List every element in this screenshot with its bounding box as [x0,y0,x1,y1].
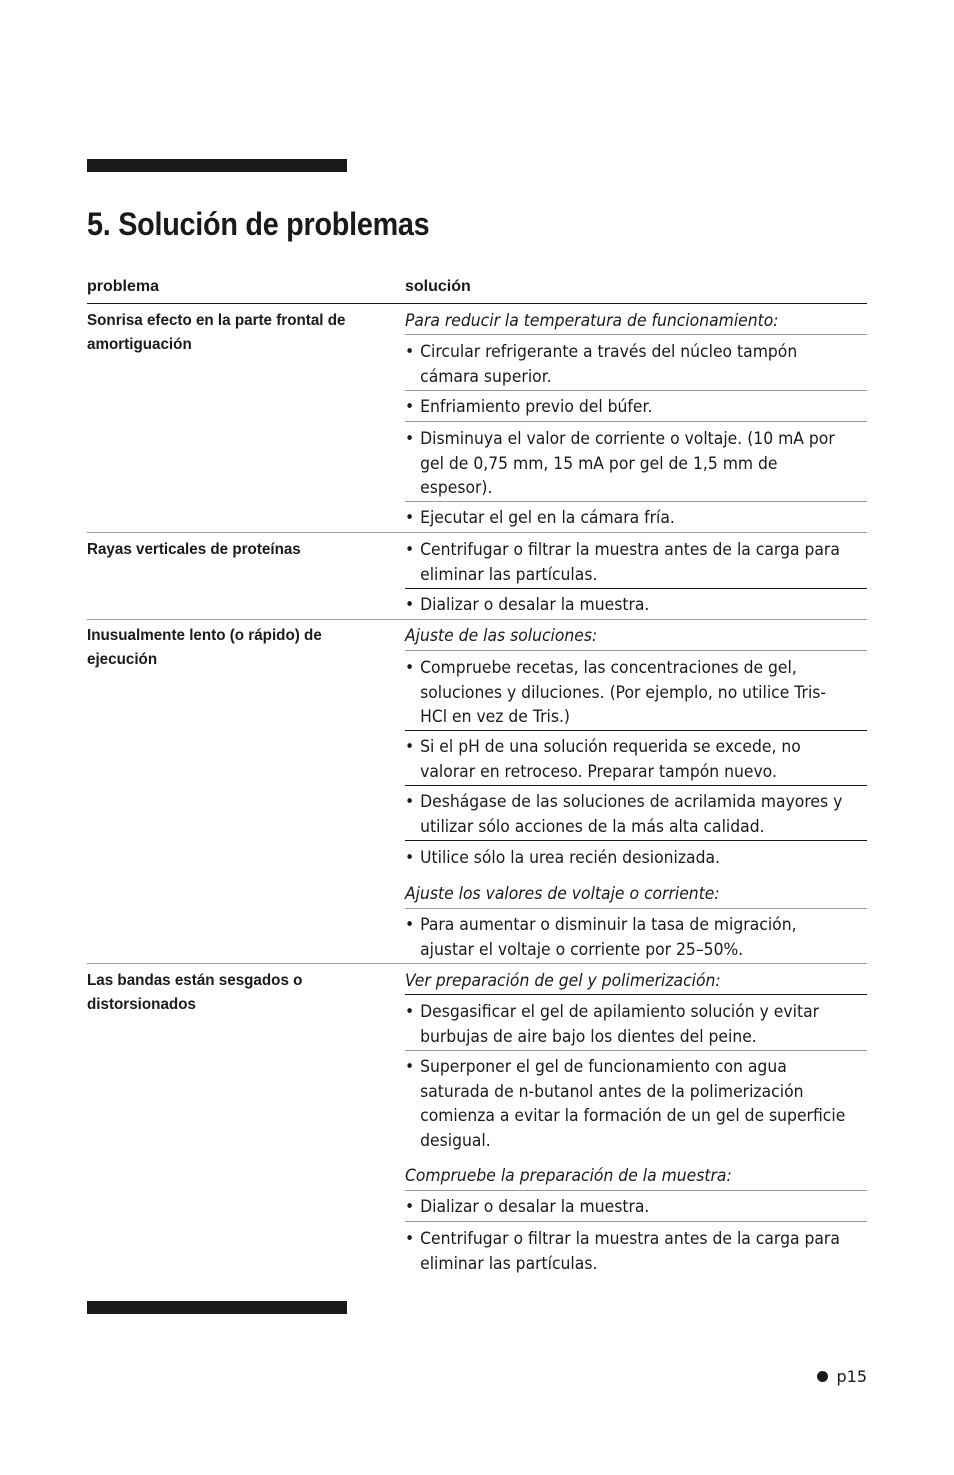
divider [405,1221,867,1222]
divider [405,785,867,786]
top-rule-bar [87,159,347,172]
row-divider [87,532,867,533]
solution-item: • Si el pH de una solución requerida se excede, no valorar en retroceso. Preparar tampón nuevo. [405,735,849,784]
solution-item: • Dializar o desalar la muestra. [405,1195,849,1220]
solution-item: • Centrifugar o filtrar la muestra antes de la carga para eliminar las partículas. [405,1227,849,1276]
page-number [817,1367,867,1386]
divider [405,730,867,731]
column-header-problem: problema [87,278,160,295]
divider [405,650,867,651]
divider [405,1190,867,1191]
solution-item: • Deshágase de las soluciones de acrilamida mayores y utilizar sólo acciones de la más alta calidad. [405,790,849,839]
solution-heading: Para reducir la temperatura de funcionamiento: [405,311,779,330]
header-divider [87,303,867,304]
divider [405,390,867,391]
solution-item: • Compruebe recetas, las concentraciones de gel, soluciones y diluciones. (Por ejemplo, no utilice Tris-HCl en vez de Tris.) [405,656,849,730]
solution-item: • Superponer el gel de funcionamiento con agua saturada de n-butanol antes de la polimerización comienza a evitar la formación de un gel de superficie desigual. [405,1055,849,1153]
row-divider [87,963,867,964]
problem-unusual-run-speed: Inusualmente lento (o rápido) de ejecución [87,627,322,668]
solution-item: • Dializar o desalar la muestra. [405,593,849,618]
row-divider [87,619,867,620]
divider [405,840,867,841]
divider [405,334,867,335]
solution-item: • Utilice sólo la urea recién desionizada. [405,846,849,871]
divider [405,501,867,502]
solution-heading: Ajuste de las soluciones: [405,626,598,645]
column-header-solution: solución [405,278,471,295]
divider [405,1050,867,1051]
solution-item: • Para aumentar o disminuir la tasa de migración, ajustar el voltaje o corriente por 25–50%. [405,913,849,962]
divider [405,994,867,995]
page-number-label: p15 [836,1367,867,1386]
solution-item: • Disminuya el valor de corriente o voltaje. (10 mA por gel de 0,75 mm, 15 mA por gel de 1,5 mm de espesor). [405,427,849,501]
solution-heading: Compruebe la preparación de la muestra: [405,1166,732,1185]
problem-vertical-streaks: Rayas verticales de proteínas [87,541,301,558]
solution-item: • Desgasificar el gel de apilamiento solución y evitar burbujas de aire bajo los dientes del peine. [405,1000,849,1049]
bullet-dot-icon [817,1371,828,1382]
solution-item: • Centrifugar o filtrar la muestra antes de la carga para eliminar las partículas. [405,538,849,587]
divider [405,588,867,589]
solution-item: • Enfriamiento previo del búfer. [405,395,849,420]
bottom-rule-bar [87,1301,347,1314]
solution-heading: Ajuste los valores de voltaje o corriente: [405,884,720,903]
section-title: 5. Solución de problemas [87,206,430,242]
problem-skewed-bands: Las bandas están sesgados o distorsionados [87,972,303,1013]
solution-heading: Ver preparación de gel y polimerización: [405,971,721,990]
divider [405,908,867,909]
problem-smiling-effect: Sonrisa efecto en la parte frontal de amortiguación [87,312,346,353]
solution-item: • Ejecutar el gel en la cámara fría. [405,506,849,531]
solution-item: • Circular refrigerante a través del núcleo tampón cámara superior. [405,340,849,389]
divider [405,421,867,422]
